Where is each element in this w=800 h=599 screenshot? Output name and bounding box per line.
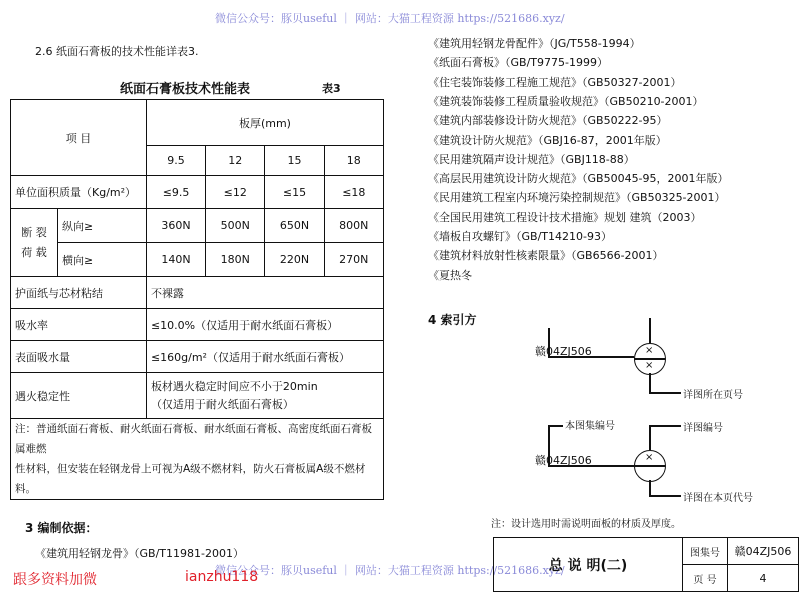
index1-x-top: ×	[645, 345, 654, 356]
title-block-title: 总 说 明(二)	[494, 538, 683, 592]
table-note	[11, 419, 384, 500]
trans-cell: 220N	[265, 243, 324, 277]
reference-item: 《民用建筑工程室内环境污染控制规范》（GB50325-2001）	[428, 191, 726, 205]
index1-label-line	[649, 392, 681, 394]
trans-cell: 180N	[206, 243, 265, 277]
row-label-absorb: 吸水率	[11, 309, 147, 341]
index2-right-label: 详图编号	[683, 423, 723, 434]
fire-value-line-2: （仅适用于耐火纸面石膏板）	[150, 397, 294, 411]
table-title: 纸面石膏板技术性能表	[120, 82, 251, 97]
row-label-bond: 护面纸与芯材粘结	[11, 277, 147, 309]
long-cell: 360N	[146, 209, 205, 243]
reference-item: 《建筑内部装修设计防火规范》（GB50222-95）	[428, 114, 668, 128]
index2-bottom-line	[649, 480, 651, 496]
title-block-set-label: 图集号	[683, 538, 728, 565]
mass-cell: ≤15	[265, 176, 324, 209]
note-line-2: 性材料，但安装在轻钢龙骨上可视为A级不燃材料，防火石膏板属A级不燃材料。	[15, 463, 366, 495]
watermark-top: 微信公众号：豚贝useful ｜ 网站：大猫工程资源 https://521686.xyz/	[215, 12, 565, 25]
index2-top-label: 本图集编号	[565, 421, 615, 432]
absorb-value: ≤10.0%（仅适用于耐水纸面石膏板）	[146, 309, 383, 341]
reference-item: 《高层民用建筑设计防火规范》（GB50045-95，2001年版）	[428, 172, 729, 186]
fire-value-line-1: 板材遇火稳定时间应不小于20min	[150, 379, 318, 393]
ad-text-1: 跟多资料加微	[13, 572, 97, 588]
thickness-cell: 18	[324, 146, 383, 176]
reference-item: 《民用建筑隔声设计规范》（GBJ118-88）	[428, 152, 635, 166]
header-item: 项 目	[11, 100, 147, 176]
table-number: 表3	[322, 82, 341, 95]
section-2-6-heading: 2.6 纸面石膏板的技术性能详表3.	[35, 45, 199, 58]
title-block-page-label: 页 号	[683, 565, 728, 592]
reference-item: 《墙板自攻螺钉》（GB/T14210-93）	[428, 230, 612, 243]
fire-value	[146, 373, 383, 419]
long-cell: 800N	[324, 209, 383, 243]
index1-bottom-line	[649, 373, 651, 393]
index1-x-bottom: ×	[645, 360, 654, 371]
index2-x: ×	[645, 452, 654, 463]
mass-cell: ≤18	[324, 176, 383, 209]
row-label-fire: 遇火稳定性	[11, 373, 147, 419]
title-block	[493, 537, 799, 592]
index2-label: 详图在本页代号	[683, 493, 753, 504]
reference-item: 《纸面石膏板》（GB/T9775-1999）	[428, 56, 608, 70]
spec-table	[10, 99, 384, 500]
index2-top-pointer	[548, 425, 563, 427]
index2-code: 赣04ZJ506	[535, 454, 592, 467]
long-cell: 500N	[206, 209, 265, 243]
mass-cell: ≤12	[206, 176, 265, 209]
trans-cell: 140N	[146, 243, 205, 277]
note-line-1: 注：普通纸面石膏板、耐火纸面石膏板、耐水纸面石膏板、高密度纸面石膏板属难燃	[15, 423, 372, 455]
surface-value: ≤160g/m²（仅适用于耐水纸面石膏板）	[146, 341, 383, 373]
title-block-set-value: 赣04ZJ506	[728, 538, 799, 565]
row-label-transverse: 横向≥	[58, 243, 147, 277]
index2-top-line	[649, 425, 651, 450]
thickness-cell: 9.5	[146, 146, 205, 176]
index1-label: 详图所在页号	[683, 390, 743, 401]
thickness-cell: 12	[206, 146, 265, 176]
design-note: 注：设计选用时需说明面板的材质及厚度。	[491, 519, 681, 530]
index1-code: 赣04ZJ506	[535, 345, 592, 358]
reference-item: 《建筑装饰装修工程质量验收规范》（GB50210-2001）	[428, 94, 704, 108]
bond-value: 不裸露	[146, 277, 383, 309]
reference-item: 《夏热冬	[428, 268, 472, 282]
title-block-page-value: 4	[728, 565, 799, 592]
long-cell: 650N	[265, 209, 324, 243]
watermark-bottom: 微信公众号：豚贝useful ｜ 网站：大猫工程资源 https://521686.xyz/	[215, 564, 565, 577]
basis-ref-1: 《建筑用轻钢龙骨》（GB/T11981-2001）	[35, 547, 244, 560]
index-title: 4 索引方	[428, 313, 477, 327]
mass-cell: ≤9.5	[146, 176, 205, 209]
reference-item: 《全国民用建筑工程设计技术措施》规划 建筑（2003）	[428, 210, 702, 224]
index2-right-pointer	[649, 425, 681, 427]
thickness-cell: 15	[265, 146, 324, 176]
header-thickness: 板厚(mm)	[146, 100, 383, 146]
index2-circle-divider	[634, 465, 665, 467]
reference-item: 《建筑设计防火规范》（GBJ16-87，2001年版）	[428, 133, 667, 147]
row-label-mass: 单位面积质量（Kg/m²）	[11, 176, 147, 209]
index1-top-line	[649, 318, 651, 343]
trans-cell: 270N	[324, 243, 383, 277]
index2-label-line	[649, 495, 681, 497]
ad-text-2: ianzhu118	[185, 569, 259, 585]
basis-title: 3 编制依据：	[25, 521, 98, 535]
reference-item: 《建筑材料放射性核素限量》（GB6566-2001）	[428, 249, 664, 263]
row-label-surface: 表面吸水量	[11, 341, 147, 373]
reference-item: 《住宅装饰装修工程施工规范》（GB50327-2001）	[428, 75, 682, 89]
row-label-longitudinal: 纵向≥	[58, 209, 147, 243]
reference-item: 《建筑用轻钢龙骨配件》（JG/T558-1994）	[428, 37, 641, 50]
row-label-break: 断 裂 荷 载	[11, 209, 58, 277]
